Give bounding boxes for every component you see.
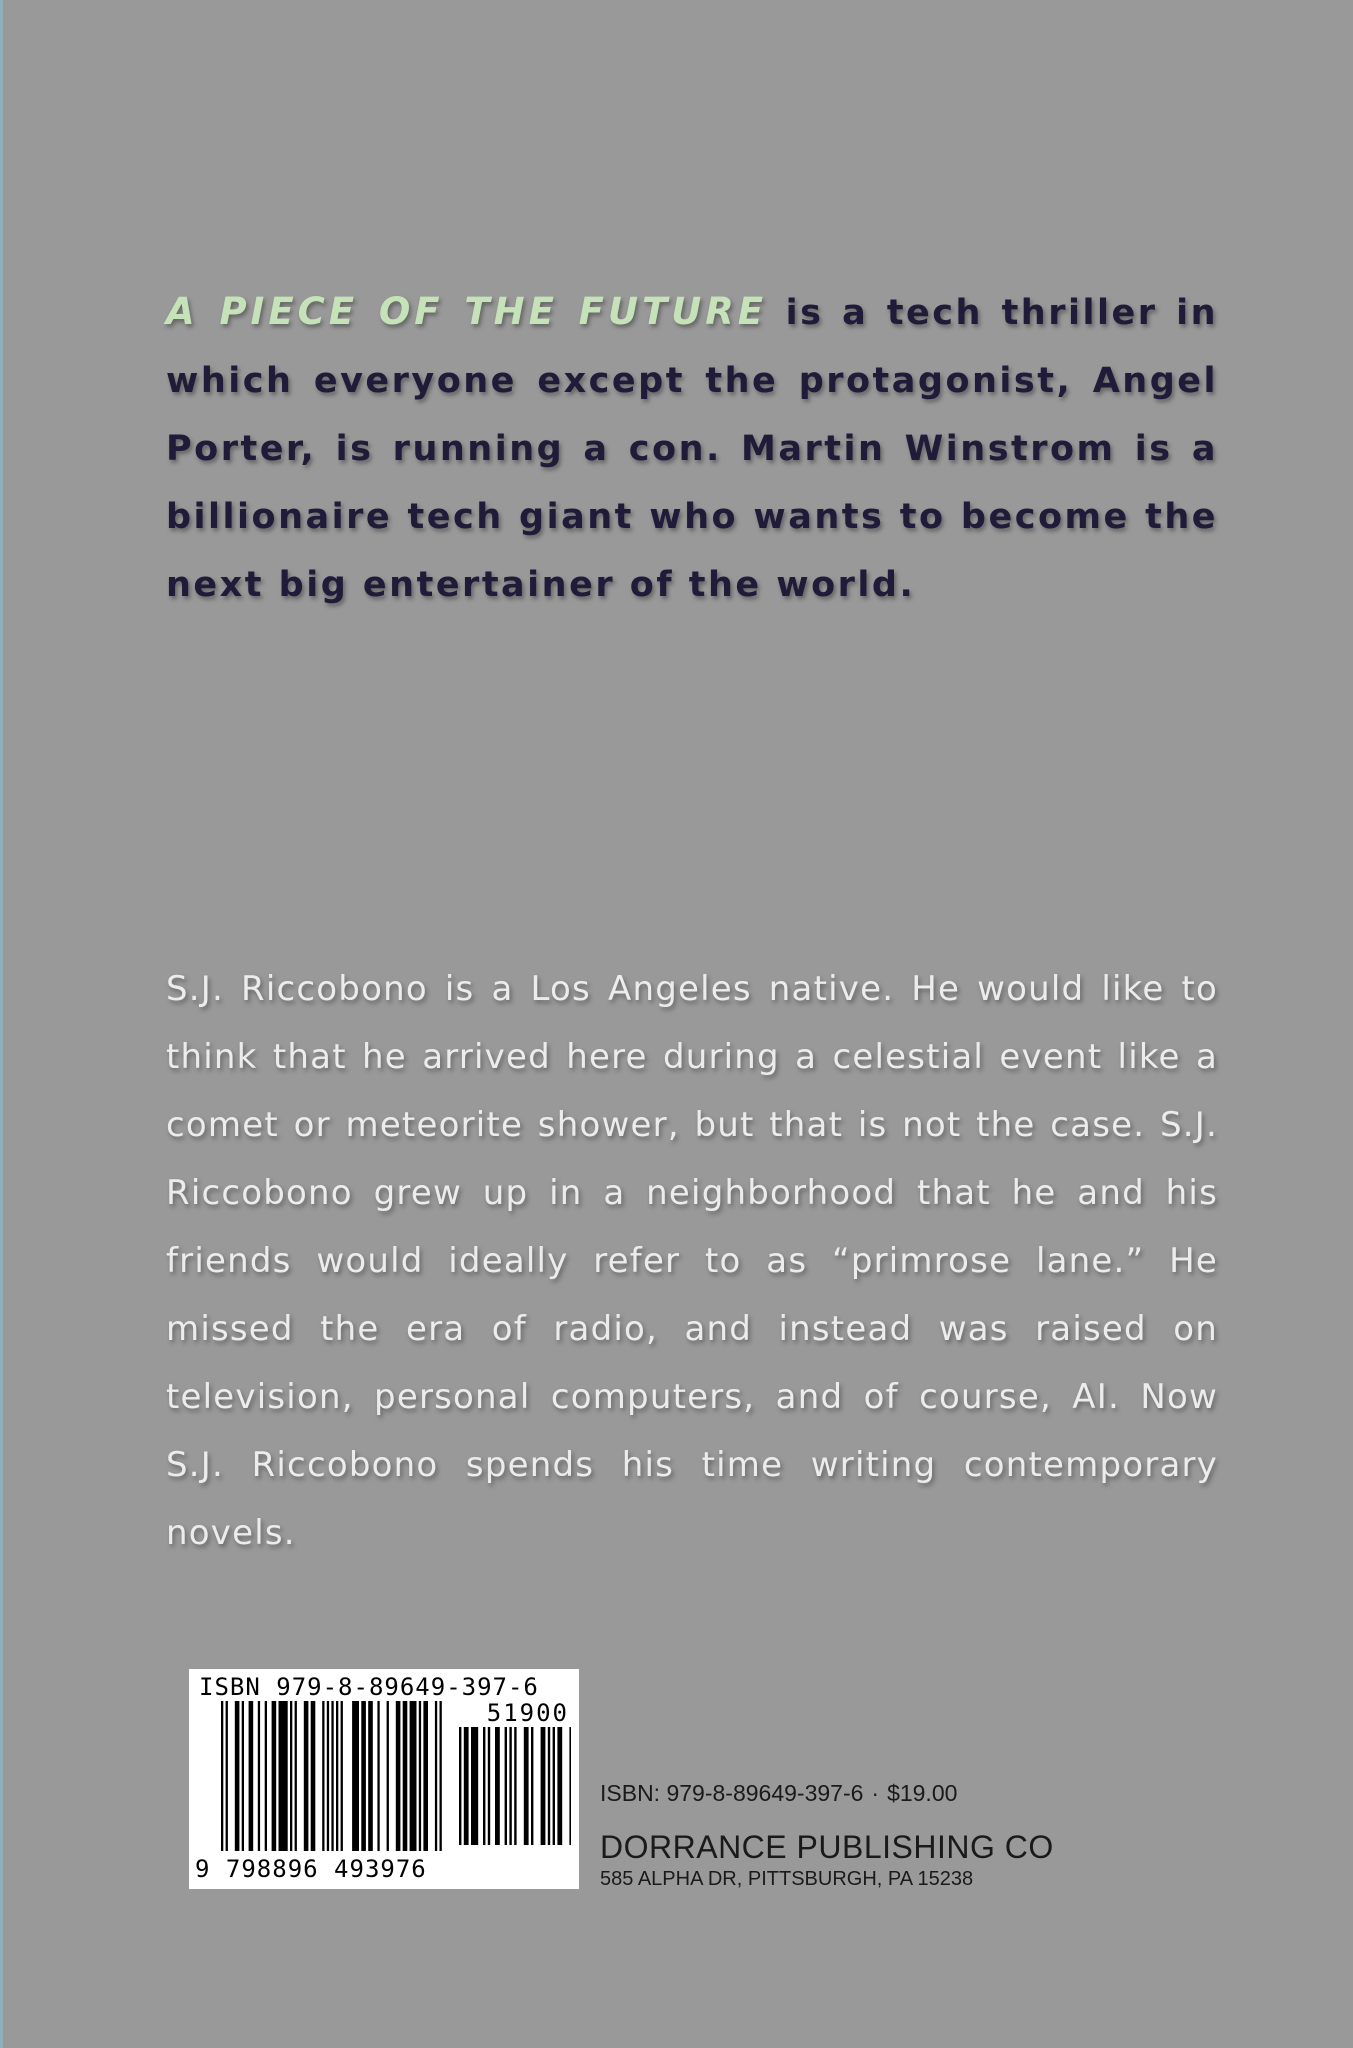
barcode-bar [464,1727,469,1845]
publisher-address: 585 ALPHA DR, PITTSBURGH, PA 15238 [600,1868,974,1890]
barcode-bar [423,1701,428,1851]
book-blurb [166,278,1218,619]
barcode-bar [322,1701,324,1851]
barcode-bar [221,1701,223,1851]
barcode-bar [488,1727,490,1845]
barcode-bar [403,1701,408,1851]
barcode-bar [258,1701,260,1851]
barcode-bar [336,1701,338,1851]
author-bio: S.J. Riccobono is a Los Angeles native. He would like to think that he arrived here during a celestial event like a comet or meteorite shower, but that is not the case. S.J. Riccobono grew up in a neighborhood that he and his friends would ideally refer to as “primrose lane.” He missed the era of radio, and instead was raised on television, personal computers, and of course, AI. Now S.J. Riccobono spends his time writing contemporary novels. [166,969,1218,1553]
barcode-bar [514,1727,516,1845]
publisher-info [600,1780,1054,1891]
barcode-bar [331,1701,333,1851]
barcode-bar [495,1727,500,1845]
barcode-digits: 9 798896 493976 [195,1855,427,1883]
isbn-price-line [600,1780,1054,1807]
barcode-price-code: 51900 [486,1699,569,1727]
barcode-bar [524,1727,529,1845]
isbn-barcode [189,1669,579,1889]
book-title: A PIECE OF THE FUTURE [166,290,768,333]
barcode-bar [311,1701,316,1851]
barcode-bar [242,1701,244,1851]
barcode-bar [459,1727,461,1845]
barcode-bars-addon [459,1727,571,1847]
barcode-bar [295,1701,297,1851]
publisher-name: DORRANCE PUBLISHING CO [600,1829,1054,1865]
barcode-bar [341,1701,343,1851]
barcode-bar [505,1727,507,1845]
barcode-bar [304,1701,309,1851]
barcode-bar [361,1701,366,1851]
barcode-bar [249,1701,254,1851]
barcode-bar [387,1701,389,1851]
barcode-bar [483,1727,485,1845]
barcode-bar [265,1701,267,1851]
barcode-bar [569,1727,571,1845]
barcode-bar [352,1701,359,1851]
barcode-bar [440,1701,442,1851]
barcode-bar [368,1701,373,1851]
barcode-bars-main [221,1701,453,1853]
barcode-bar [272,1701,277,1851]
price-text: $19.00 [887,1780,958,1806]
barcode-bar [435,1701,437,1851]
barcode-bar [557,1727,562,1845]
barcode-bar [548,1727,550,1845]
barcode-bar [471,1727,478,1845]
barcode-bar [531,1727,533,1845]
isbn-text: ISBN: 979-8-89649-397-6 [600,1780,864,1806]
blurb-text: is a tech thriller in which everyone except the protagonist, Angel Porter, is running a con. Martin Winstrom is a billionaire tech giant who wants to become the next big entertainer of the world. [166,293,1219,605]
barcode-bar [290,1701,292,1851]
barcode-bar [377,1701,379,1851]
barcode-bar [279,1701,288,1851]
barcode-bar [410,1701,417,1851]
barcode-bar [541,1727,546,1845]
barcode-bar [419,1701,421,1851]
separator-dot: · [871,1780,880,1806]
barcode-bar [553,1727,555,1845]
barcode-bar [226,1701,228,1851]
barcode-bar [509,1727,511,1845]
cover-edge-line [0,0,3,2048]
barcode-isbn-label: ISBN 979-8-89649-397-6 [199,1673,539,1701]
barcode-bar [396,1701,401,1851]
barcode-bar [327,1701,329,1851]
barcode-bar [235,1701,240,1851]
